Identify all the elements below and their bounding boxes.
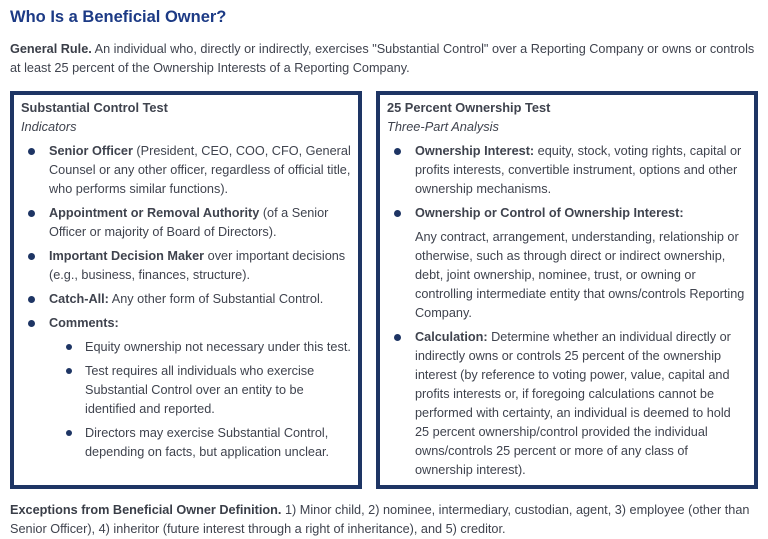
general-rule-label: General Rule. [10, 42, 92, 56]
sub-bullet-dot-icon [66, 368, 72, 374]
bullet-dot-icon [394, 334, 401, 341]
bullet-item [387, 328, 748, 480]
sub-bullet-text: Equity ownership not necessary under this test. [85, 340, 351, 354]
page-title: Who Is a Beneficial Owner? [10, 8, 227, 26]
bullet-lead-label: Ownership Interest: [415, 144, 535, 158]
bullet-lead-label: Calculation: [415, 330, 488, 344]
left-box-subtitle: Indicators [21, 119, 77, 134]
bullet-lead-label: Appointment or Removal Authority [49, 206, 260, 220]
bullet-dot-icon [394, 148, 401, 155]
bullet-dot-icon [28, 148, 35, 155]
bullet-lead-label: Senior Officer [49, 144, 133, 158]
bullet-dot-icon [394, 210, 401, 217]
bullet-lead-label: Important Decision Maker [49, 249, 205, 263]
bullet-item [387, 204, 748, 323]
bullet-text [415, 328, 748, 480]
percent-ownership-test-box [376, 91, 758, 489]
exceptions-paragraph [10, 501, 752, 539]
bullet-body-text: (President, CEO, COO, CFO, General Counsel or any other officer, regardless of official title, who performs similar functions). [49, 144, 351, 196]
substantial-control-test-box [10, 91, 362, 489]
bullet-body-text: over important decisions (e.g., business, finances, structure). [49, 249, 346, 282]
bullet-text [415, 204, 748, 323]
bullet-body-text: (of a Senior Officer or majority of Board of Directors). [49, 206, 329, 239]
bullet-text [49, 204, 352, 242]
bullet-text [49, 290, 352, 309]
sub-bullet-item [66, 362, 352, 419]
bullet-item [21, 204, 352, 242]
bullet-text [49, 142, 352, 199]
left-box-bullet-list [21, 142, 352, 462]
comparison-boxes-row [10, 91, 758, 489]
sub-bullet-dot-icon [66, 344, 72, 350]
bullet-item [21, 247, 352, 285]
sub-bullet-list [66, 338, 352, 462]
bullet-body-text: Any other form of Substantial Control. [108, 292, 324, 306]
exceptions-label: Exceptions from Beneficial Owner Definition. [10, 503, 282, 517]
general-rule-text: An individual who, directly or indirectly, exercises "Substantial Control" over a Reporting Company or owns or controls at least 25 percent of the Ownership Interests of a Reporting Company. [10, 42, 755, 75]
bullet-dot-icon [28, 210, 35, 217]
bullet-paragraph: Any contract, arrangement, understanding, relationship or otherwise, such as through direct or indirect ownership, debt, joint ownership, nominee, trust, or owning or controlling intermediate entity that owns/controls Reporting Company. [415, 230, 745, 320]
bullet-text [415, 142, 748, 199]
bullet-text [49, 247, 352, 285]
bullet-lead-label: Catch-All: [49, 292, 109, 306]
sub-bullet-item [66, 424, 352, 462]
sub-bullet-text: Test requires all individuals who exercise Substantial Control over an entity to be identified and reported. [85, 364, 315, 416]
sub-bullet-text: Directors may exercise Substantial Control, depending on facts, but application unclear. [85, 426, 330, 459]
bullet-dot-icon [28, 320, 35, 327]
right-box-subtitle: Three-Part Analysis [387, 119, 499, 134]
bullet-dot-icon [28, 296, 35, 303]
sub-bullet-item [66, 338, 352, 357]
bullet-item [21, 142, 352, 199]
bullet-item [387, 142, 748, 199]
bullet-item [21, 290, 352, 309]
right-box-bullet-list [387, 142, 748, 480]
left-box-title: Substantial Control Test [21, 100, 168, 115]
bullet-text [49, 314, 352, 462]
right-box-title: 25 Percent Ownership Test [387, 100, 551, 115]
bullet-lead-label: Ownership or Control of Ownership Interest: [415, 206, 684, 220]
bullet-body-text: equity, stock, voting rights, capital or profits interests, convertible instrument, options and other ownership mechanisms. [415, 144, 742, 196]
bullet-dot-icon [28, 253, 35, 260]
exceptions-text: 1) Minor child, 2) nominee, intermediary, custodian, agent, 3) employee (other than Senior Officer), 4) inheritor (future interest through a right of inheritance), and 5) creditor. [10, 503, 750, 536]
sub-bullet-dot-icon [66, 430, 72, 436]
bullet-body-text: Determine whether an individual directly or indirectly owns or controls 25 percent of the ownership interest (by reference to voting power, value, capital and profits interests or, if foregoing calculations cannot be performed with certainty, an individual is deemed to hold 25 percent ownership/control provided the individual owns/controls 25 percent or more of any class of ownership interest). [415, 330, 731, 477]
bullet-item [21, 314, 352, 462]
bullet-lead-label: Comments: [49, 316, 119, 330]
general-rule-paragraph [10, 40, 758, 78]
